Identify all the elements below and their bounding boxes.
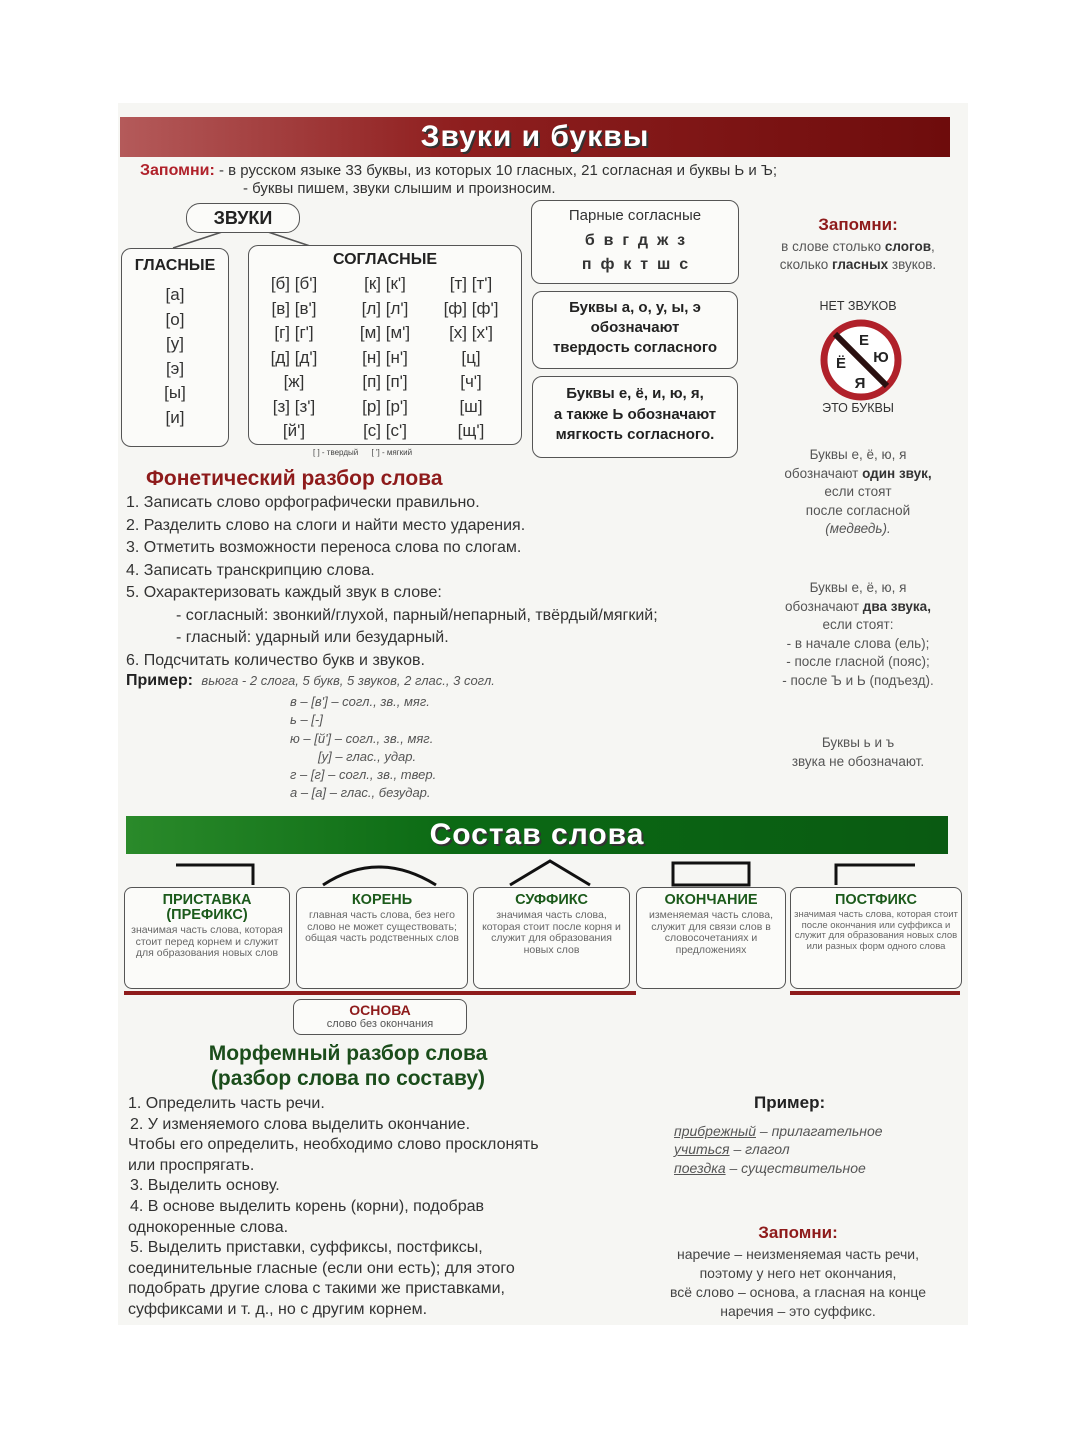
hardness-line: Буквы а, о, у, ы, э — [569, 299, 701, 316]
consonant: [к] [к'] — [364, 274, 406, 293]
section-title: Состав слова — [429, 818, 645, 851]
consonant: [м] [м'] — [359, 323, 411, 342]
vowel: [и] — [165, 407, 185, 427]
phonetic-step: 5. Охарактеризовать каждый звук в слове: — [126, 584, 442, 601]
note-line: после согласной — [805, 502, 911, 518]
sign-letter: Ю — [873, 349, 889, 366]
consonant: [ч'] — [460, 372, 482, 391]
consonant: [н] [н'] — [362, 347, 408, 367]
section-banner-sounds — [120, 117, 950, 157]
morpheme-desc: значимая часть слова, которая стоит после корня и служит для образования новых слов — [482, 909, 621, 957]
hardness-line: обозначают — [590, 319, 680, 336]
morpheme-title: ПРИСТАВКА (ПРЕФИКС) — [162, 892, 252, 923]
side-remember-text: в слове столько — [781, 239, 885, 254]
sign-letter: Е — [858, 332, 870, 349]
morphemic-example-label: Пример: — [754, 1093, 826, 1112]
softness-box — [532, 376, 738, 458]
consonants-col-3 — [431, 272, 511, 444]
morphemic-step: 4. В основе выделить корень (корни), подобрав — [130, 1197, 484, 1215]
one-sound-note — [748, 446, 968, 539]
root-symbol-icon — [323, 867, 436, 885]
morpheme-title: СУФФИКС — [515, 892, 588, 908]
consonant: [ш] — [459, 396, 483, 416]
example-pos: – прилагательное — [759, 1123, 883, 1139]
example-line: [у] – глас., удар. — [318, 748, 417, 764]
morpheme-prefix — [124, 887, 290, 989]
phonetic-substep: - гласный: ударный или безударный. — [176, 629, 449, 646]
phonetic-step: 2. Разделить слово на слоги и найти место ударения. — [126, 516, 526, 534]
phonetic-example-lines — [290, 693, 436, 803]
vowel: [а] — [165, 285, 185, 304]
consonant: [х] [х'] — [449, 323, 493, 342]
phonetic-step: 6. Подсчитать количество букв и звуков. — [126, 651, 425, 669]
sign-letter: Ё — [835, 355, 847, 372]
phonetic-example — [126, 672, 495, 690]
morphemic-remember-line: наречия – это суффикс. — [720, 1303, 876, 1319]
morpheme-title: ПОСТФИКС — [834, 892, 918, 908]
consonant: [ф] [ф'] — [443, 298, 499, 318]
consonant: [й'] — [282, 421, 306, 440]
these-are-letters: ЭТО БУКВЫ — [822, 401, 894, 415]
morphemic-step: 5. Выделить приставки, суффиксы, постфиксы, — [130, 1239, 483, 1257]
side-remember-text: сколько — [779, 257, 833, 272]
consonant: [п] [п'] — [362, 372, 408, 391]
paired-consonants-box — [531, 200, 739, 284]
stem-desc: слово без окончания — [326, 1018, 434, 1030]
morphemic-step: 2. У изменяемого слова выделить окончание. — [130, 1115, 471, 1133]
example-line: а – [а] – глас., безудар. — [290, 785, 431, 801]
section-banner-word-structure — [126, 816, 948, 854]
example-label: Пример: — [126, 672, 193, 689]
no-sounds-label: НЕТ ЗВУКОВ — [819, 299, 897, 313]
side-remember-text: звуков. — [888, 257, 937, 272]
ending-symbol-icon — [673, 863, 749, 885]
legend-soft: [ '] - мягкий — [371, 448, 413, 457]
morphemic-step: подобрать другие слова с такими же приставками, — [128, 1280, 505, 1298]
consonant: [т] [т'] — [449, 274, 493, 293]
morpheme-suffix — [473, 887, 630, 989]
morphemic-step: однокоренные слова. — [128, 1218, 289, 1236]
consonant: [ц] — [461, 347, 481, 367]
note-example: (медведь). — [825, 521, 891, 536]
vowel: [о] — [165, 309, 185, 329]
morpheme-desc: значимая часть слова, которая стоит после окончания или суффикса и служит для образования новых слов или разных форм одного слова — [794, 909, 958, 952]
sign-letter: Я — [854, 375, 866, 392]
consonant: [з] [з'] — [272, 396, 316, 416]
note-line: Буквы е, ё, ю, я — [809, 447, 907, 462]
morpheme-title: ОКОНЧАНИЕ — [664, 892, 758, 908]
example-line: в – [в'] – согл., зв., мяг. — [290, 694, 430, 709]
morphemic-title-line: Морфемный разбор слова — [208, 1042, 488, 1065]
morphemic-remember-line: наречие – неизменяемая часть речи, — [676, 1246, 920, 1262]
softness-line: Буквы е, ё, и, ю, я, — [566, 385, 704, 402]
paired-voiced: б в г д ж з — [584, 232, 686, 249]
morphemic-title-line: (разбор слова по составу) — [210, 1067, 486, 1090]
paired-title: Парные согласные — [568, 207, 702, 224]
consonant: [л] [л'] — [361, 298, 409, 318]
morphemic-step: суффиксами и т. д., но с другим корнем. — [128, 1300, 428, 1318]
morpheme-desc: значимая часть слова, которая стоит перед корнем и служит для образования новых слов — [131, 924, 283, 960]
morphemic-examples — [674, 1122, 883, 1177]
stem-box — [293, 999, 467, 1035]
morphemic-remember-line: поэтому у него нет окончания, — [699, 1265, 897, 1281]
morphemic-step: или проспрягать. — [128, 1156, 255, 1174]
signs-note — [748, 734, 968, 771]
morphemic-steps — [128, 1094, 539, 1321]
remember-line-2: - буквы пишем, звуки слышим и произносим. — [243, 180, 556, 197]
hardness-line: твердость согласного — [552, 339, 718, 356]
prohibition-sign-icon — [818, 317, 904, 403]
stem-title: ОСНОВА — [349, 1002, 411, 1018]
morpheme-desc: главная часть слова, без него слово не может существовать; общая часть родственных слов — [305, 909, 459, 945]
morphemic-remember-label: Запомни: — [758, 1223, 838, 1242]
consonant: [г] [г'] — [274, 323, 314, 342]
morphemic-step: 3. Выделить основу. — [130, 1177, 280, 1195]
morpheme-symbols — [118, 855, 968, 889]
morpheme-ending — [636, 887, 786, 989]
stem-bracket — [124, 991, 636, 995]
softness-line: мягкость согласного. — [555, 426, 715, 443]
section-title: Звуки и буквы — [420, 120, 650, 153]
note-line: если стоят: — [822, 617, 894, 632]
morpheme-title: КОРЕНЬ — [351, 892, 413, 908]
two-sounds-note — [748, 579, 968, 690]
prefix-symbol-icon — [176, 865, 253, 885]
side-remember-bold: слогов — [884, 239, 932, 254]
note-line: если стоят — [824, 484, 892, 499]
example-pos: – глагол — [733, 1141, 790, 1158]
note-line: обозначают — [785, 598, 863, 614]
phonetic-step: 4. Записать транскрипцию слова. — [126, 561, 375, 579]
morphemic-example-row — [674, 1122, 883, 1140]
note-line: - в начале слова (ель); — [786, 635, 930, 651]
consonants-col-1 — [257, 272, 331, 444]
example-line: ю – [й'] – согл., зв., мяг. — [290, 730, 434, 746]
example-word: учиться — [674, 1141, 730, 1158]
vowel: [э] — [165, 358, 185, 378]
example-word: прибрежный — [674, 1123, 756, 1139]
note-line: - после Ъ и Ь (подъезд). — [782, 672, 934, 688]
consonant: [в] [в'] — [271, 298, 317, 318]
morphemic-title — [168, 1041, 528, 1091]
note-bold: один звук, — [862, 465, 932, 481]
vowels-title: ГЛАСНЫЕ — [134, 257, 216, 274]
phonetic-title: Фонетический разбор слова — [146, 467, 443, 490]
example-main: вьюга - 2 слога, 5 букв, 5 звуков, 2 глас., 3 согл. — [201, 673, 495, 688]
stem-bracket-postfix — [790, 991, 960, 995]
hardness-box — [532, 291, 738, 369]
morphemic-step: 1. Определить часть речи. — [128, 1095, 325, 1112]
consonants-col-2 — [346, 272, 424, 444]
paired-voiceless: п ф к т ш с — [581, 256, 689, 273]
remember-block — [140, 161, 777, 180]
remember-label: Запомни: — [140, 162, 215, 179]
side-remember: Запомни: в слове столько слогов, сколько гласных звуков. — [758, 215, 958, 274]
reference-sheet — [118, 103, 968, 1325]
note-bold: два звука, — [862, 598, 931, 614]
morphemic-example-row — [674, 1140, 883, 1158]
phonetic-step: 3. Отметить возможности переноса слова по слогам. — [126, 539, 522, 556]
vowel: [у] — [166, 334, 184, 353]
side-remember-label: Запомни: — [818, 215, 898, 234]
softness-line: а также Ь обозначают — [553, 405, 717, 423]
vowel: [ы] — [164, 383, 186, 402]
legend-hard: [ ] - твердый — [313, 448, 359, 457]
note-line: обозначают — [784, 465, 863, 481]
consonants-title: СОГЛАСНЫЕ — [332, 251, 438, 268]
morphemic-remember — [628, 1223, 968, 1321]
postfix-symbol-icon — [836, 865, 915, 885]
example-line: г – [г] – согл., зв., твер. — [290, 767, 437, 783]
consonant: [щ'] — [457, 421, 485, 440]
example-line: ь – [-] — [290, 712, 323, 728]
sounds-label: ЗВУКИ — [186, 203, 300, 233]
consonants-box — [248, 245, 522, 445]
note-line: Буквы е, ё, ю, я — [809, 580, 907, 595]
note-line: звука не обозначают. — [791, 753, 925, 769]
consonant: [с] [с'] — [363, 421, 407, 440]
morphemic-example-row — [674, 1159, 883, 1177]
morpheme-root — [296, 887, 468, 989]
consonant: [д] [д'] — [270, 347, 318, 367]
morpheme-desc: изменяемая часть слова, служит для связи слов в словосочетаниях и предложениях — [648, 909, 774, 957]
remember-line-1: - в русском языке 33 буквы, из которых 10 гласных, 21 согласная и буквы Ь и Ъ; — [218, 162, 778, 179]
phonetic-substep: - согласный: звонкий/глухой, парный/непарный, твёрдый/мягкий; — [176, 606, 658, 624]
morphemic-step: Чтобы его определить, необходимо слово просклонять — [128, 1136, 539, 1154]
suffix-symbol-icon — [510, 861, 590, 885]
example-pos: – существительное — [729, 1159, 866, 1176]
note-line: Буквы ь и ъ — [821, 735, 895, 750]
consonant: [ж] — [283, 372, 305, 391]
transcription-legend — [313, 448, 412, 457]
consonant: [б] [б'] — [270, 274, 318, 293]
morphemic-remember-line: всё слово – основа, а гласная на конце — [669, 1284, 927, 1300]
vowels-box — [121, 248, 229, 447]
phonetic-steps — [126, 492, 658, 672]
consonant: [р] [р'] — [362, 396, 408, 416]
side-remember-bold: гласных — [832, 257, 889, 272]
phonetic-step: 1. Записать слово орфографически правильно. — [126, 494, 480, 511]
example-word: поездка — [674, 1159, 726, 1176]
morpheme-postfix — [790, 887, 962, 989]
vowels-list — [122, 283, 228, 430]
morphemic-step: соединительные гласные (если они есть); для этого — [128, 1259, 515, 1277]
note-line: - после гласной (пояс); — [786, 654, 930, 669]
